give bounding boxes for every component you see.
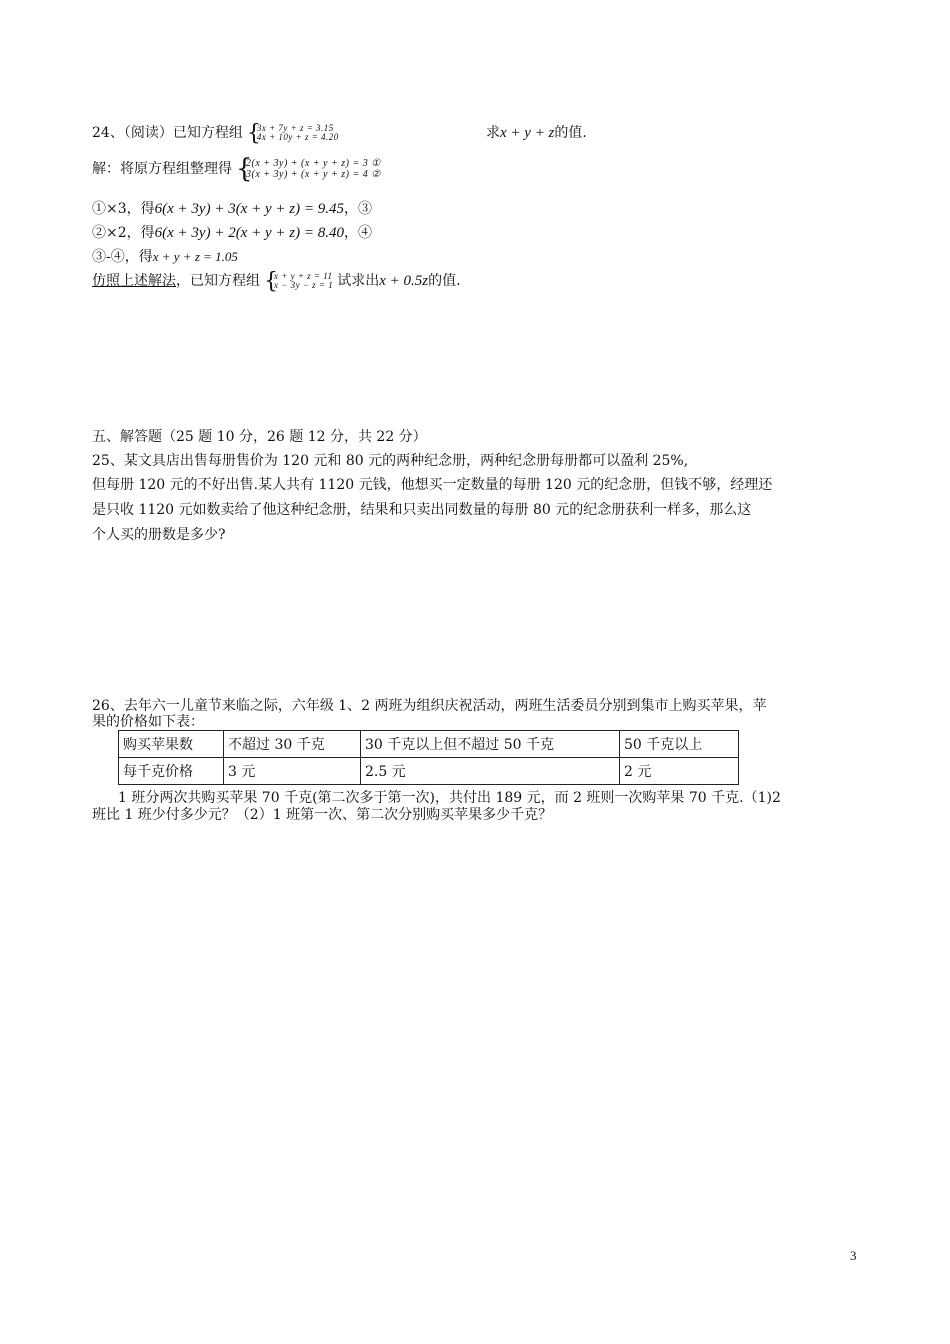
q24-step3-expr: x + y + z = 1.05 — [152, 249, 238, 264]
q24-sys3-eq1: x + y + z = 11 — [274, 271, 333, 281]
q24-imitate-line — [92, 269, 461, 294]
q24-ask-label: 求 — [486, 125, 500, 141]
q24-step1-pre: ①×3，得 — [92, 201, 155, 217]
table-cell: 每千克价格 — [119, 758, 224, 785]
q25-line1: 25、某文具店出售每册售价为 120 元和 80 元的两种纪念册，两种纪念册每册都可以盈利 25%, — [92, 453, 689, 469]
table-row — [119, 731, 739, 758]
q24-ask-expr: x + y + z — [500, 125, 555, 141]
q24-ask-tail: 的值. — [554, 125, 587, 141]
q24-imitate-label: 仿照上述解法 — [92, 273, 176, 289]
q24-intro-line — [92, 121, 343, 146]
page-number: 3 — [850, 1248, 857, 1263]
table-cell: 2.5 元 — [361, 758, 620, 785]
q24-imitate-expr: x + 0.5z — [379, 273, 429, 289]
section5-heading: 五、解答题（25 题 10 分，26 题 12 分，共 22 分） — [92, 429, 427, 445]
table-row — [119, 758, 739, 785]
q24-sys1-eq2: 4x + 10y + z = 4.20 — [256, 132, 339, 142]
table-cell: 30 千克以上但不超过 50 千克 — [361, 731, 620, 758]
q24-system-3: { x + y + z = 11 x − 3y − z = 1 — [264, 269, 334, 294]
q24-solution-label: 解：将原方程组整理得 — [92, 161, 232, 177]
q24-step3-pre: ③-④，得 — [92, 249, 153, 265]
q26-line2: 果的价格如下表： — [92, 714, 204, 730]
q24-imitate-tail: 的值. — [428, 273, 461, 289]
q25-line4: 个人买的册数是多少? — [92, 527, 226, 543]
table-cell: 3 元 — [224, 758, 361, 785]
q24-sys2-eq1: 2(x + 3y) + (x + y + z) = 3 ① — [246, 158, 381, 169]
q24-intro: 24、（阅读）已知方程组 — [92, 125, 243, 141]
q24-step2-expr: 6(x + 3y) + 2(x + y + z) = 8.40 — [154, 225, 344, 241]
q24-step2 — [92, 224, 372, 242]
q24-step3 — [92, 248, 238, 266]
table-cell: 不超过 30 千克 — [224, 731, 361, 758]
table-cell: 50 千克以上 — [620, 731, 739, 758]
table-cell: 购买苹果数 — [119, 731, 224, 758]
q24-system-1: { 3x + 7y + z = 3.15 4x + 10y + z = 4.20 — [246, 121, 339, 146]
q25-line2: 但每册 120 元的不好出售.某人共有 1120 元钱，他想买一定数量的每册 120 元的纪念册，但钱不够，经理还 — [92, 477, 773, 493]
q24-step2-pre: ②×2，得 — [92, 225, 155, 241]
q25-line3: 是只收 1120 元如数卖给了他这种纪念册，结果和只卖出同数量的每册 80 元的纪念册获利一样多，那么这 — [92, 502, 752, 518]
q26-line3: 1 班分两次共购买苹果 70 千克(第二次多于第一次)，共付出 189 元，而 2 班则一次购苹果 70 千克.（1)2 — [118, 790, 781, 806]
table-cell: 2 元 — [620, 758, 739, 785]
q24-step1 — [92, 200, 372, 218]
q26-line1: 26、去年六一儿童节来临之际，六年级 1、2 两班为组织庆祝活动，两班生活委员分别到集市上购买苹果，苹 — [92, 698, 767, 714]
q24-sys2-eq2: 3(x + 3y) + (x + y + z) = 4 ② — [246, 169, 381, 180]
q24-sys1-eq1: 3x + 7y + z = 3.15 — [256, 123, 334, 133]
q24-step1-expr: 6(x + 3y) + 3(x + y + z) = 9.45 — [154, 201, 344, 217]
q24-ask — [486, 124, 587, 142]
q24-sys3-eq2: x − 3y − z = 1 — [274, 280, 334, 290]
q24-solution-line — [92, 154, 385, 184]
apple-price-table — [118, 730, 739, 785]
q24-system-2: { 2(x + 3y) + (x + y + z) = 3 ① 3(x + 3y) + (x + y + z) = 4 ② — [236, 154, 381, 184]
q24-step1-post: ，③ — [343, 201, 372, 217]
q26-line4: 班比 1 班少付多少元？（2）1 班第一次、第二次分别购买苹果多少千克？ — [92, 807, 553, 823]
q24-step2-post: ，④ — [343, 225, 372, 241]
q24-imitate-ask: 试求出 — [337, 273, 380, 289]
q24-imitate-mid: ，已知方程组 — [176, 273, 260, 289]
